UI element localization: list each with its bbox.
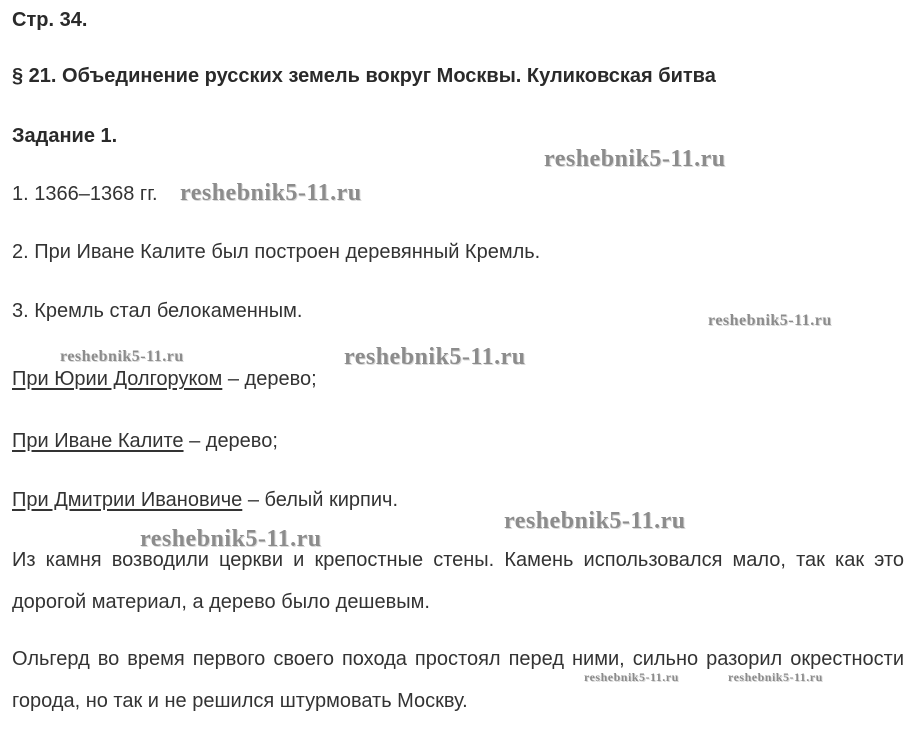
page-header: Стр. 34. bbox=[12, 9, 88, 31]
ruler-name: При Дмитрии Ивановиче bbox=[12, 489, 243, 511]
watermark: reshebnik5-11.ru bbox=[180, 180, 362, 206]
material-text: – дерево; bbox=[183, 430, 278, 452]
watermark: reshebnik5-11.ru bbox=[504, 508, 686, 534]
watermark: reshebnik5-11.ru bbox=[584, 670, 679, 684]
watermark: reshebnik5-11.ru bbox=[544, 146, 726, 172]
watermark: reshebnik5-11.ru bbox=[140, 526, 322, 552]
ruler-name: При Иване Калите bbox=[12, 430, 184, 452]
material-item-3 bbox=[12, 488, 398, 512]
paragraph-stone: Из камня возводили церкви и крепостные стены. Камень использовался мало, так как это дорогой материал, а дерево было дешевым. bbox=[12, 549, 904, 613]
material-item-2 bbox=[12, 429, 278, 453]
section-title: § 21. Объединение русских земель вокруг Москвы. Куликовская битва bbox=[12, 65, 716, 87]
answer-1: 1. 1366–1368 гг. bbox=[12, 183, 158, 205]
watermark: reshebnik5-11.ru bbox=[728, 670, 823, 684]
answer-3: 3. Кремль стал белокаменным. bbox=[12, 300, 303, 322]
watermark: reshebnik5-11.ru bbox=[344, 344, 526, 370]
watermark: reshebnik5-11.ru bbox=[60, 348, 184, 365]
ruler-name: При Юрии Долгоруком bbox=[12, 368, 223, 390]
task-title: Задание 1. bbox=[12, 125, 118, 147]
watermark: reshebnik5-11.ru bbox=[708, 312, 832, 329]
material-item-1 bbox=[12, 367, 317, 391]
paragraph-olgerd: Ольгерд во время первого своего похода простоял перед ними, сильно разорил окрестности города, но так и не решился штурмовать Москву. bbox=[12, 648, 904, 712]
material-text: – дерево; bbox=[222, 368, 317, 390]
material-text: – белый кирпич. bbox=[242, 489, 399, 511]
answer-2: 2. При Иване Калите был построен деревянный Кремль. bbox=[12, 241, 541, 263]
